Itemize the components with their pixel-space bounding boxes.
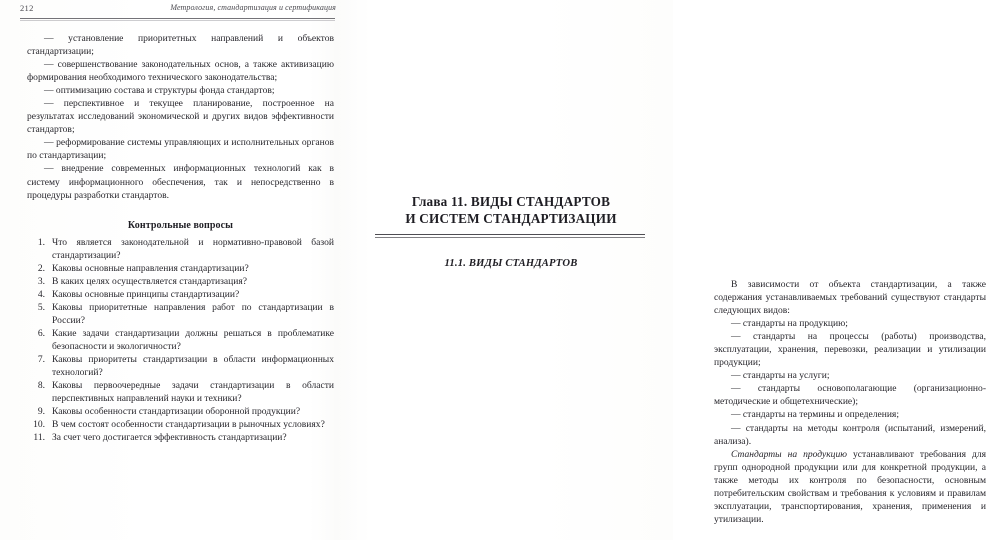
questions-list bbox=[27, 236, 334, 445]
list-item bbox=[27, 353, 334, 379]
section-title: 11.1. ВИДЫ СТАНДАРТОВ bbox=[444, 258, 578, 269]
chapter-title bbox=[375, 193, 647, 227]
question-number: 2. bbox=[37, 262, 45, 274]
list-item bbox=[27, 418, 334, 431]
question-text: Каковы основные принципы стандартизации? bbox=[52, 288, 240, 300]
question-number: 1. bbox=[37, 236, 45, 248]
chapter-rule bbox=[375, 234, 645, 238]
question-number: 7. bbox=[37, 354, 45, 366]
question-text: Каковы первоочередные задачи стандартизации в области перспективных направлений науки и техники? bbox=[52, 380, 334, 405]
list-item bbox=[27, 236, 334, 262]
list-item: — стандарты на методы контроля (испытаний, измерений, анализа). bbox=[714, 422, 986, 447]
list-item bbox=[27, 327, 334, 353]
spacer bbox=[27, 202, 334, 208]
question-text: Каковы приоритетные направления работ по стандартизации в России? bbox=[52, 301, 334, 326]
question-number: 10. bbox=[33, 419, 45, 431]
running-title: Метрология, стандартизация и сертификация bbox=[170, 3, 336, 12]
question-number: 5. bbox=[37, 301, 45, 313]
question-number: 6. bbox=[37, 327, 45, 339]
right-page bbox=[340, 0, 986, 540]
list-item: — стандарты на процессы (работы) производства, эксплуатации, хранения, перевозки, реализации и утилизации продукции; bbox=[714, 331, 986, 369]
header-rule bbox=[20, 18, 335, 19]
list-item: — стандарты основополагающие (организационно-методические и общетехнические); bbox=[714, 383, 986, 408]
list-item bbox=[27, 431, 334, 444]
question-number: 4. bbox=[37, 288, 45, 300]
question-text: В чем состоят особенности стандартизации в рыночных условиях? bbox=[52, 419, 325, 431]
question-number: 11. bbox=[33, 432, 45, 444]
question-number: 3. bbox=[37, 275, 45, 287]
question-text: Что является законодательной и нормативно-правовой базой стандартизации? bbox=[52, 236, 334, 261]
question-text: В каких целях осуществляется стандартизация? bbox=[52, 275, 248, 287]
list-item: — стандарты на услуги; bbox=[731, 370, 830, 382]
closing-paragraph-text: устанавливают требования для групп однородной продукции или для конкретной продукции, а также методы их контроля по безопасности, основным потребительским свойствам и требования к условиям и правилам эксплуатации, транспортирования, хранения, применения и утилизации. bbox=[714, 448, 986, 525]
list-item bbox=[27, 275, 334, 288]
question-text: Каковы основные направления стандартизации? bbox=[52, 262, 249, 274]
list-item: — перспективное и текущее планирование, построенное на результатах исследований экономической и других видов эффективности стандартов; bbox=[27, 98, 334, 136]
question-text: Какие задачи стандартизации должны решаться в проблематике безопасности и экологичности? bbox=[52, 327, 334, 352]
right-text-column bbox=[714, 278, 986, 526]
question-number: 9. bbox=[37, 406, 45, 418]
list-item: — стандарты на термины и определения; bbox=[731, 409, 899, 421]
chapter-title-line-2: И СИСТЕМ СТАНДАРТИЗАЦИИ bbox=[405, 211, 617, 226]
chapter-title-line-1: Глава 11. ВИДЫ СТАНДАРТОВ bbox=[411, 194, 611, 209]
list-item: — установление приоритетных направлений и объектов стандартизации; bbox=[27, 33, 334, 58]
left-page bbox=[0, 0, 340, 540]
list-item: — оптимизацию состава и структуры фонда стандартов; bbox=[44, 85, 275, 97]
list-item bbox=[27, 262, 334, 275]
list-item bbox=[27, 379, 334, 405]
question-text: Каковы приоритеты стандартизации в области информационных технологий? bbox=[52, 354, 334, 379]
list-item: — внедрение современных информационных технологий как в систему информационного обеспечения, так и непосредственно в процедуры разработки стандартов. bbox=[27, 163, 334, 201]
left-text-column bbox=[27, 32, 334, 444]
intro-paragraph: В зависимости от объекта стандартизации, а также содержания устанавливаемых требований существуют стандарты следующих видов: bbox=[714, 279, 986, 317]
list-item bbox=[27, 301, 334, 327]
list-item bbox=[27, 288, 334, 301]
question-number: 8. bbox=[37, 380, 45, 392]
closing-paragraph bbox=[714, 448, 986, 526]
list-item: — стандарты на продукцию; bbox=[731, 318, 848, 330]
list-item: — совершенствование законодательных основ, а также активизацию формирования необходимого технического законодательства; bbox=[27, 59, 334, 84]
question-text: Каковы особенности стандартизации оборонной продукции? bbox=[52, 406, 301, 418]
question-text: За счет чего достигается эффективность стандартизации? bbox=[52, 432, 287, 444]
running-head bbox=[20, 3, 336, 17]
list-item: — реформирование системы управляющих и исполнительных органов по стандартизации; bbox=[27, 137, 334, 162]
page-number: 212 bbox=[20, 3, 34, 13]
list-item bbox=[27, 405, 334, 418]
emphasized-term: Стандарты на продукцию bbox=[731, 448, 847, 460]
questions-heading: Контрольные вопросы bbox=[127, 219, 234, 231]
